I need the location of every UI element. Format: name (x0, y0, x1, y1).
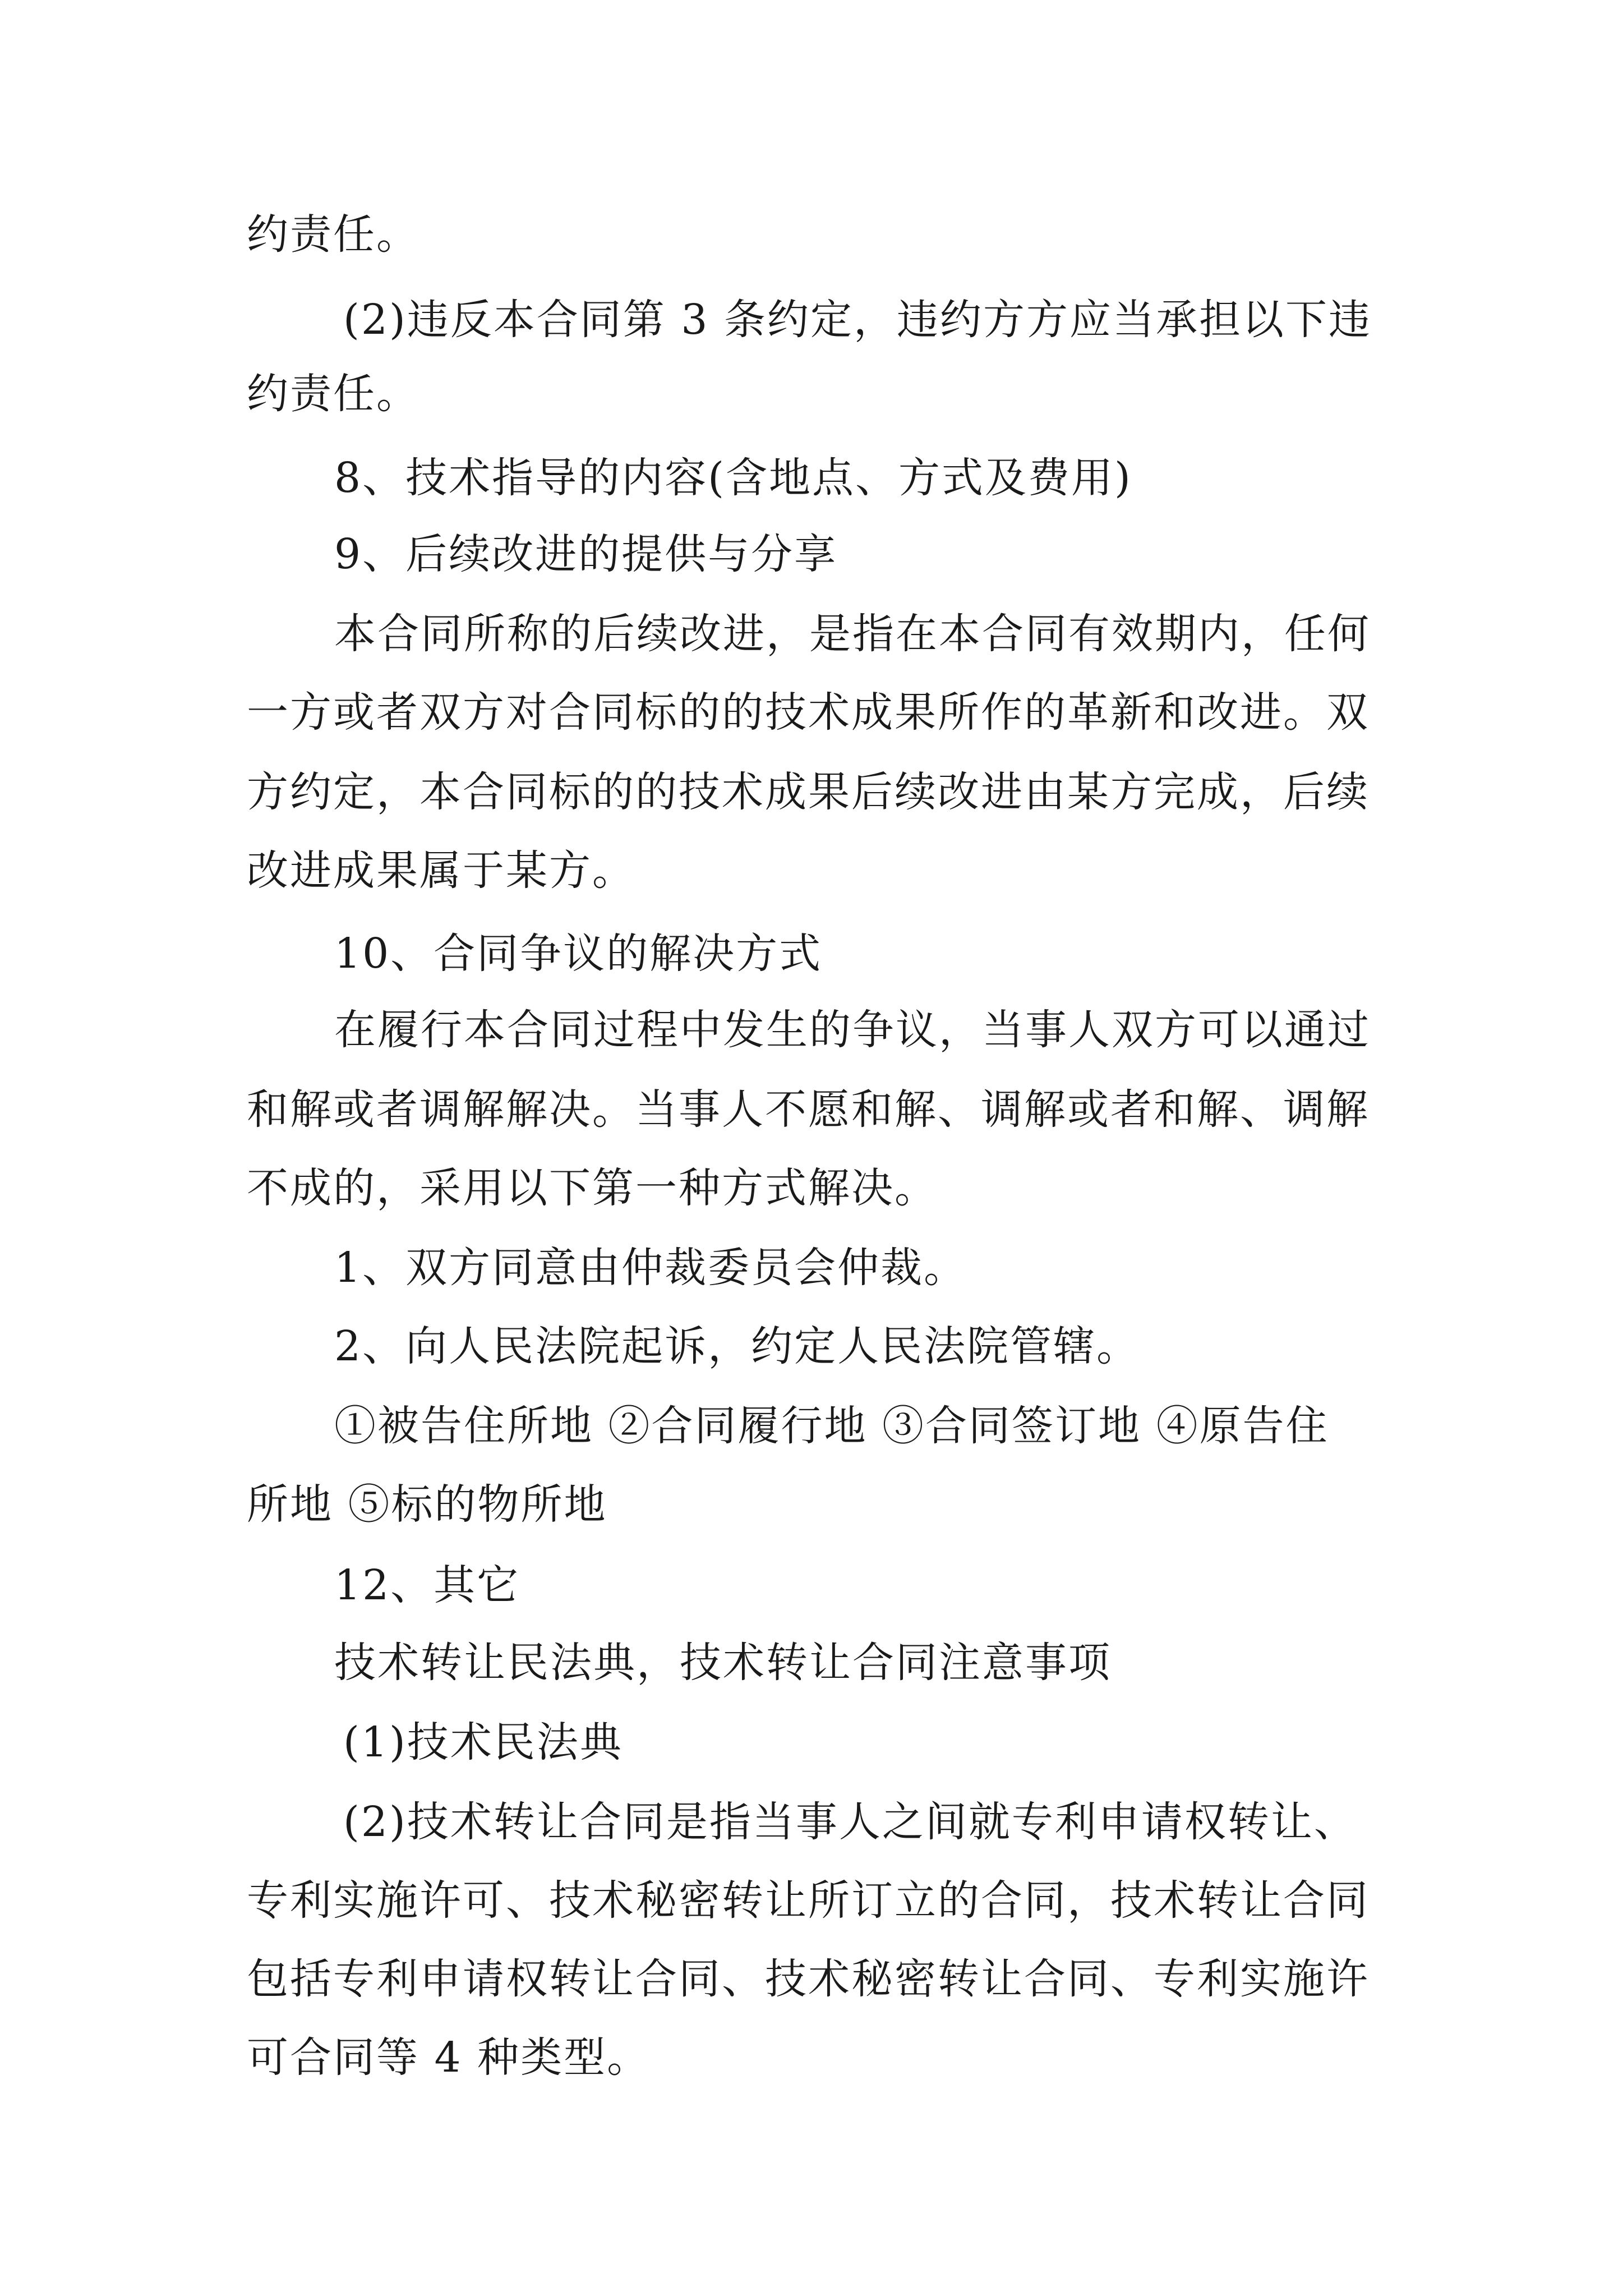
text-line: 可合同等 4 种类型。 (247, 2033, 651, 2082)
text-line: 和解或者调解解决。当事人不愿和解、调解或者和解、调解 (247, 1085, 1370, 1134)
text-line: 所地 ⑤标的物所地 (247, 1480, 607, 1529)
text-line: 改进成果属于某方。 (247, 846, 635, 895)
text-line: 专利实施许可、技术秘密转让所订立的合同，技术转让合同 (247, 1876, 1370, 1925)
text-line: 1、双方同意由仲裁委员会仲裁。 (334, 1244, 967, 1292)
text-line: 约责任。 (247, 370, 419, 418)
text-line: (2)违反本合同第 3 条约定，违约方方应当承担以下违 (343, 296, 1372, 344)
text-line: 不成的，采用以下第一种方式解决。 (247, 1164, 938, 1212)
text-line: 技术转让民法典，技术转让合同注意事项 (334, 1639, 1112, 1687)
text-line: 10、合同争议的解决方式 (334, 930, 823, 978)
text-line: (2)技术转让合同是指当事人之间就专利申请权转让、 (343, 1798, 1357, 1846)
text-line: 一方或者双方对合同标的的技术成果所作的革新和改进。双 (247, 688, 1370, 737)
text-line: 9、后续改进的提供与分享 (334, 530, 838, 578)
text-line: (1)技术民法典 (343, 1718, 623, 1766)
text-line: 包括专利申请权转让合同、技术秘密转让合同、专利实施许 (247, 1955, 1370, 2003)
text-line: 本合同所称的后续改进，是指在本合同有效期内，任何 (334, 610, 1371, 658)
text-line: ①被告住所地 ②合同履行地 ③合同签订地 ④原告住 (334, 1402, 1329, 1450)
text-line: 方约定，本合同标的的技术成果后续改进由某方完成，后续 (247, 768, 1370, 816)
text-line: 约责任。 (247, 210, 419, 259)
text-line: 2、向人民法院起诉，约定人民法院管辖。 (334, 1322, 1140, 1370)
text-line: 12、其它 (334, 1561, 520, 1609)
text-line: 8、技术指导的内容(含地点、方式及费用) (334, 454, 1132, 502)
text-line: 在履行本合同过程中发生的争议，当事人双方可以通过 (334, 1006, 1371, 1054)
